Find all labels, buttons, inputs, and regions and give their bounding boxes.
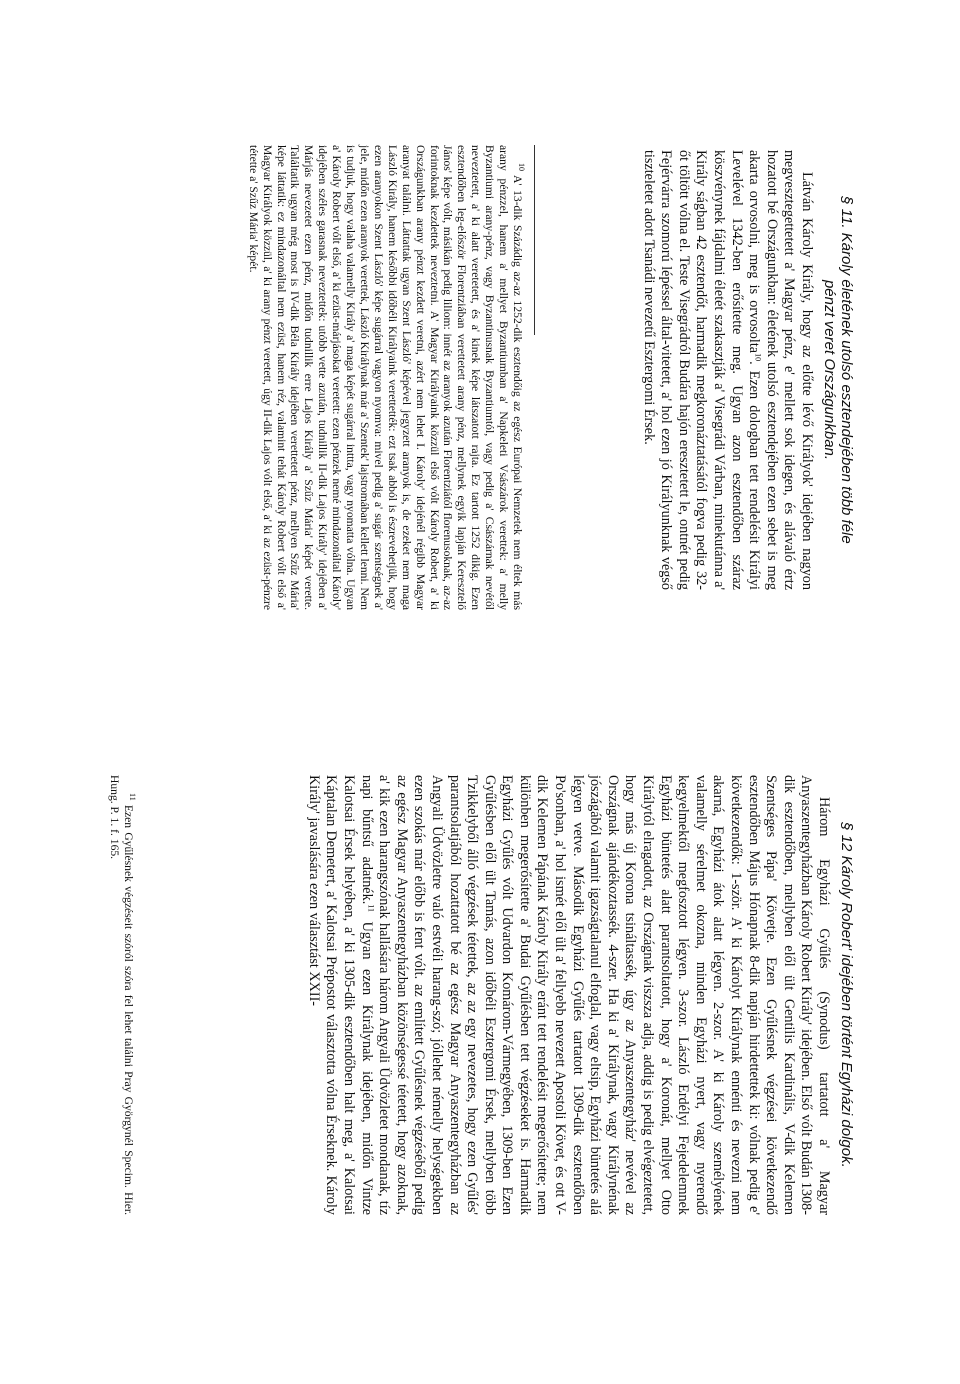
footnote-11-text: Ezen Gyűlésnek végzéseit szóról szóra fel lehet találni Pray Györgynél Specim. Hier. Hung. P. 1. f. 165. [108, 775, 135, 1215]
left-footnote-column [80, 145, 535, 610]
right-section-heading: § 12 Károly Robert' idejében történt Egyházi dolgok. [838, 822, 855, 1168]
footnote-10-text: A' 13-dik Százádig az-az 1252-dik esztendőig az egész Európai Nemzetek nem éltek más arany pénzzel, hanem a' mellyet Byzantiumban a' Napkeleti Vsászárok verettek: a' melly Byzantiumi arany-pénz, vagy Byzantinusnak Byzantiumtól, vagy pedig a' Császárnak nevétől neveztetett, a' ki alatt veretetett, és a' kinek képe látszatott rajta. Ez tartott 1252 dikig. Ezen esztendőben leg-először Florentziában verettetett arany pénz, mellynek egyik lapján Keresztelő János' képe vólt, másikán pedig liliom: innét az aranyok azután Florentziától florenusoknak, az-az forintoknak kezdettek neveztetni. A' Magyar Királyaink közzül első vólt Károly Robert, a' ki Országunkban arany pénzt kezdett veretni, azért nem lehet I. Károly' idejénél régibb Magyar aranyat találni. Láttattak ugyan Szent László' képével jegyzett aranyok is, de ezeket nem maga László Király, hanem későbbi időbéli Királyaink verettették: ezt tsak abból is észrevehetjük, hogy ezen aranyokon Szent László' képe sugárral vagyon nyomva: mivel pedig a' sugár szentségnek a' jele, midőn ezen aranyok verettek, László Királynak már a' Szentek' lajstromában kellett lenni. Nem is tudjuk, hogy valaha valamelly Király a' maga képét sugárral inttta, vagy nyomatta vólna. Ugyan a' Károly Robert vólt első, a' ki ezüst-márjásokat veretett: ezen pénzek nemé mindazonáltal Károly' idejében széles garasnak neveztettek: utóbb vette azután, tudnillik II-dik Lajos Király' idejében a' Márjás nevezetet ezen pénz, midőn tudnillik erre Lajos Király a' Szűz Mária' képét verette. Találtatik ugyan még most is IV-dik Béla Király idejében verettetett pénz, mellyen Szűz Mária' képe láttatik: ez mindazonáltal nem ezüst, hanem réz, valamint tehát Károly Robert vólt első a' Magyar Királyok közzül, a' ki arany pénzt veretett, úgy II-dik Lajos vólt első, a' ki az ezüst-pénzre tétette a' Szűz Mária' képét. [246, 145, 524, 610]
left-paragraph-continued: . Ezen dologban tett rendelésit Királyi Levelével 1342-ben erősítette meg. Ugyan azon esztendőben száraz köszvénynek fájdalmi életét szakasztják a' Visegrádi Várban, minekutánna a' Király ságban 42 esztendőt, harmadik megkoronáztatásától fogva pedig 32-őt töltött vólna el. Teste Visegrádról Budára hajón eresztetett le, ontnét pedig Fejérvárra szomorú lépéssel által-vitetett, a' hol ezen jó Királyunknak végső tiszteletet adott Tsanádi nevezetű Esztergomi Érsek. [640, 150, 763, 590]
left-heading-line-1: § 11. Károly életének utolsó esztendejében több féle [838, 196, 855, 544]
right-paragraph: Három Egyházi Gyűlés (Synodus) tartatott a' Magyar Anyaszentegyházban Károly Robert Király' idejében. Első vólt Budán 1308-dik esztendőben, mellyben elől ült Gentilis Kardinális, V-dik Kelemen Szentséges Pápa' Követje. Ezen Gyűlésnek végzései következendő esztendőben Május Hónapnak 8-dik napján hirdettettek ki: vólnak pedig e' következendők: 1-ször. A' ki Károlyt Királynak ennénti és nevezni nem akarná, Egyházi átok alatt légyen. 2-szor. A' ki Károly személyének valamelly sérelmet okozna, minden Egyházi nyert, vagy nyerendő kegyelmektől megfosztott légyen. 3-szor. László Erdélyi Fejedelemnek Egyházi büntetés alatt parantsoltatott, hogy a' Koronát, mellyet Otto Királytól elragadott, az Országnak viszsza adja, addig is pedig elvégeztetett, hogy más új Korona tsináltassék, úgy az Anyaszentegyház' nevével az Országnak ajándékoztassék. 4-szer. Ha ki a' Királynak, vagy Királynénak jószágából valamit igazságtalanul elfoglal, vagy eltsip, Egyházi büntetés alá légyen vetve. Második Egyházi Gyűlés tartatott 1309-dik esztendőben Po'sonban, a' hol ismét elől ült a' fellyebb nevezett Apostoli Követ, és ott V-dik Kelemen Pápának Károly Király eránt tett rendelésit megerősítette; nem különben megerősítette a' Budai Gyűlésben tett végzéseket is. Harmadik Egyházi Gyűlés vólt Udvardon Komárom-Vármegyében, 1309-ben Ezen Gyűlésben elől ült Tamás, azon időbéli Esztergomi Érsek, mellyben több Tzikkelyből álló végzések tétettek, az az egy nevezetes, hogy ezen Gyűlés' parantsolatjából hozattatott bé az egész Magyar Anyaszentegyházban az Angyali Üdvözletre való estvéli harang-szó; jóllehet némelly helységekben ezen szokás már előbb is fent vólt. az említett Gyűlésnek végzéséből pedig az egész Magyar Anyaszentegyházban közönségessé tétetett, hogy azoknak, a' kik ezen harangszónak hallására három Angyali Üdvözletet mondanak, tíz napi bűntsű adatnék. [358, 775, 832, 1215]
left-section-heading [821, 150, 855, 590]
footnote-divider [534, 145, 535, 335]
left-body-text [639, 150, 815, 590]
right-paragraph-continued: Ugyan ezen Királynak idejében, midőn Vintze Kalotsai Érsek helyében, a' ki 1305-dik esztendőben halt meg, a' Kalotsai Káptalan Demetert, a' Kalotsai Prépostot választotta vólna Érseknek. Károly Király' javaslására ezen választást XXII- [305, 775, 375, 1215]
left-heading-line-2: pénzt veret Országunkban. [821, 279, 838, 461]
left-paragraph: Látván Károly Király, hogy az előtte lévő Királyok' idejében nagyon megvesztegettetett a' Magyar pénz, e' mellett sok idegen, és alávaló értz hozatott bé Országunkban: életének utolsó esztendejében ezen sebet is meg akarta orvosolni, meg is orvosolta [746, 150, 815, 590]
right-footnote [107, 775, 135, 1215]
footnote-ref-10: 10 [753, 353, 763, 362]
right-footnote-column [95, 775, 135, 1215]
footnote-ref-11: 11 [366, 904, 376, 912]
left-footnote [246, 145, 524, 610]
footnote-mark-11: 11 [127, 793, 137, 801]
right-body-text [304, 775, 832, 1215]
footnote-mark-10: 10 [516, 163, 526, 171]
left-main-column [570, 150, 855, 590]
right-main-column [110, 775, 855, 1215]
